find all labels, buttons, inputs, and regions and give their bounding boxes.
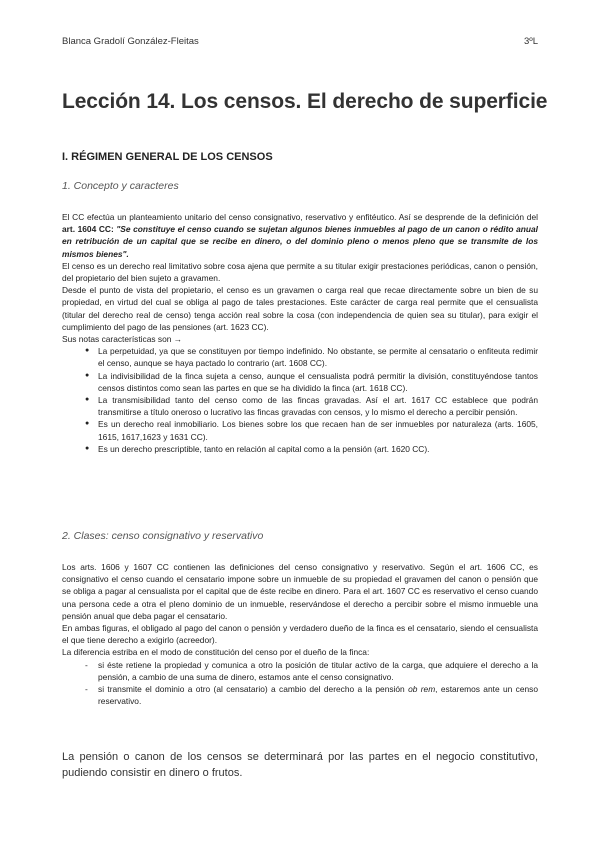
paragraph: Los arts. 1606 y 1607 CC contienen las definiciones del censo consignativo y reservativo. Según el art. 1606 CC, es consignativo el censo cuando el censatario impone sobre un inmueble de su propiedad el gravamen del canon o pensión que se obliga a pagar al censualista por el capital que de éste recibe en dinero. Para el art. 1607 CC es reservativo el censo cuando una persona cede a otra el pleno dominio de un inmueble, reservándose el derecho a percibir sobre el mismo inmueble una pensión anual que deba pagar el censatario. xyxy=(62,562,538,621)
text-span: : xyxy=(110,224,117,235)
text-span: , estaremos ante un censo reservativo. xyxy=(98,684,538,707)
paragraph: Desde el punto de vista del propietario, el censo es un gravamen o carga real que recae directamente sobre un bien de su propiedad, en virtud del cual se obliga al pago de tales prestaciones. Este carácter de carga real permite que el censualista (titular del derecho real de censo) tenga acción real sobre la cosa (con independencia de quien sea su titular), para exigir el cumplimiento del pago de las pensiones (art. 1623 CC). xyxy=(62,285,538,332)
subsection-2-body xyxy=(62,561,538,707)
list-item: ● Es un derecho prescriptible, tanto en relación al capital como a la pensión (art. 1620 CC). xyxy=(62,443,538,455)
paragraph: La diferencia estriba en el modo de constitución del censo por el dueño de la finca: xyxy=(62,647,370,658)
latin-term: ob rem xyxy=(408,684,436,695)
header-course: 3ºL xyxy=(523,36,538,47)
list-item: - si éste retiene la propiedad y comunica a otro la posición de titular activo de la carga, que adquiere el derecho a la pensión, a cambio de una suma de dinero, estamos ante el censo consignativo. xyxy=(62,659,538,683)
paragraph xyxy=(62,211,538,260)
subsection-heading-1: 1. Concepto y caracteres xyxy=(62,180,179,192)
page-title: Lección 14. Los censos. El derecho de superficie xyxy=(62,90,548,113)
header-author: Blanca Gradolí González-Fleitas xyxy=(62,36,199,47)
paragraph: Sus notas características son → xyxy=(62,334,183,345)
section-heading: I. RÉGIMEN GENERAL DE LOS CENSOS xyxy=(62,151,273,163)
definition-quote: "Se constituye el censo cuando se sujetan algunos bienes inmuebles al pago de un canon o rédito anual en retribución de un capital que se recibe en dinero, o del dominio pleno o menos pleno que se transmite de los mismos bienes". xyxy=(62,224,538,259)
list-item: ● La transmisibilidad tanto del censo como de las fincas gravadas. Así el art. 1617 CC establece que podrán transmitirse a título oneroso o lucrativo las fincas gravadas con censos, y lo mismo el derecho a percibir pensión. xyxy=(62,394,538,418)
paragraph: En ambas figuras, el obligado al pago del canon o pensión y verdadero dueño de la finca es el censatario, siendo el censualista el que tiene derecho a exigirlo (acreedor). xyxy=(62,623,538,646)
closing-paragraph: La pensión o canon de los censos se determinará por las partes en el negocio constitutivo, pudiendo consistir en dinero o frutos. xyxy=(62,751,538,779)
subsection-heading-2: 2. Clases: censo consignativo y reservativo xyxy=(62,530,264,542)
article-reference: art. 1604 CC xyxy=(62,224,111,235)
list-item: ● La perpetuidad, ya que se constituyen por tiempo indefinido. No obstante, se permite al censatario o enfiteuta redimir el censo, aunque se haya pactado lo contrario (art. 1608 CC). xyxy=(62,345,538,369)
text-span: si transmite el dominio a otro (al censatario) a cambio del derecho a la pensión xyxy=(98,684,409,695)
characteristics-list xyxy=(62,345,538,455)
list-item: ● La indivisibilidad de la finca sujeta a censo, aunque el censualista podrá permitir la división, constituyéndose tantos censos distintos como sean las partes en que se ha dividido la finca (art. 1618 CC). xyxy=(62,370,538,394)
list-item xyxy=(62,683,538,707)
subsection-1-body xyxy=(62,211,538,455)
difference-list xyxy=(62,659,538,708)
paragraph: El censo es un derecho real limitativo sobre cosa ajena que permite a su titular exigir prestaciones periódicas, canon o pensión, del propietario del bien sujeto a gravamen. xyxy=(62,260,538,284)
text-span: El CC efectúa un planteamiento unitario del censo consignativo, reservativo y enfitéutico. Así se desprende de la definición del xyxy=(62,212,538,222)
list-item: ● Es un derecho real inmobiliario. Los bienes sobre los que recaen han de ser inmuebles por naturaleza (arts. 1605, 1615, 1617,1623 y 1631 CC). xyxy=(62,418,538,442)
